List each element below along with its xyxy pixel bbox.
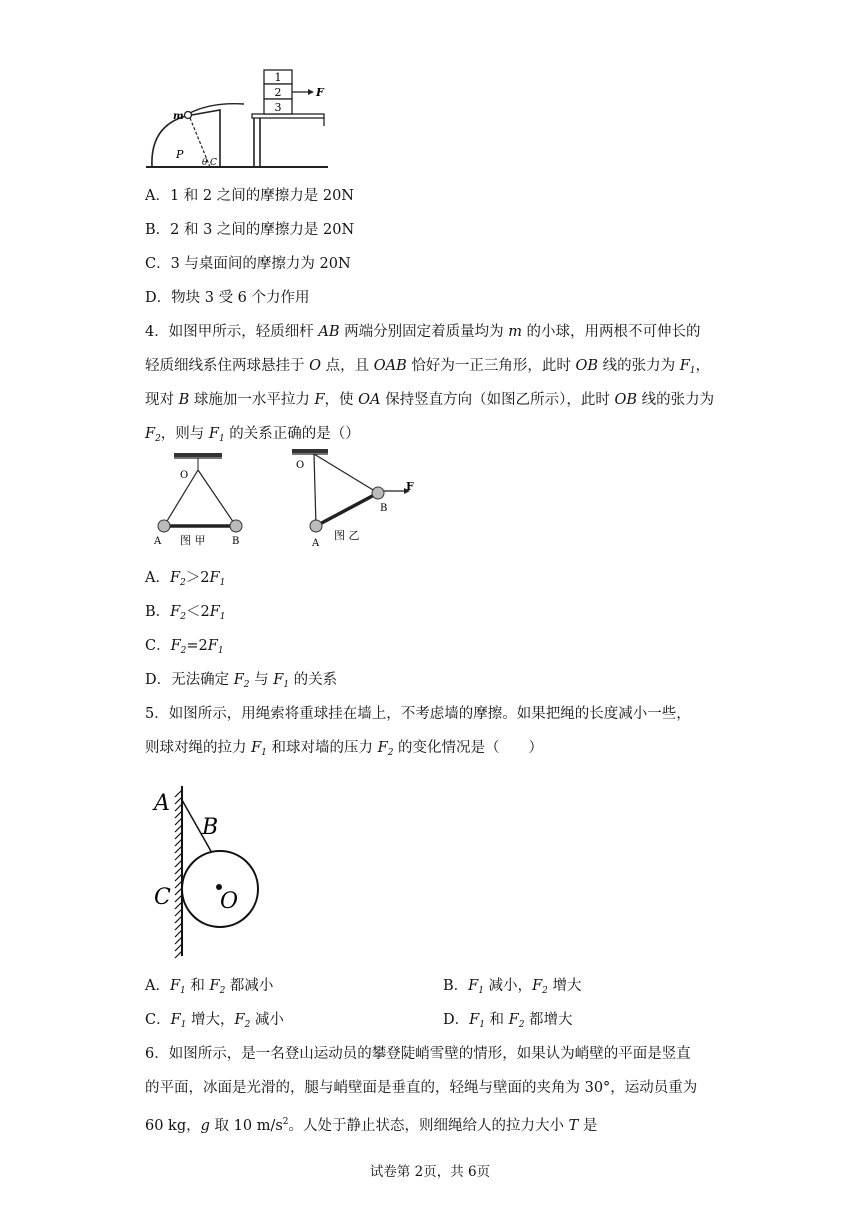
figure-blocks-on-table	[140, 64, 340, 176]
wall-hatch-line	[175, 909, 182, 916]
q3-option-d[interactable]: D．物块 3 受 6 个力作用	[145, 290, 310, 306]
q4-option-c[interactable]: C．$F_2=2F_1$	[145, 638, 224, 656]
jia-label-b: B	[232, 536, 240, 547]
jia-caption: 图 甲	[180, 534, 206, 547]
q6-stem-line-1: 6．如图所示，是一名登山运动员的攀登陡峭雪壁的情形，如果认为峭壁的平面是竖直	[145, 1046, 691, 1062]
q4-stem-line-3: 现对 B 球施加一水平拉力 F，使 OA 保持竖直方向（如图乙所示），此时 OB 线的张力为	[145, 392, 715, 408]
wall-hatch-line	[175, 916, 182, 923]
q3-option-b[interactable]: B．2 和 3 之间的摩擦力是 20N	[145, 222, 355, 238]
wall-hatch-line	[175, 937, 182, 944]
wall-hatch-line	[175, 846, 182, 853]
wall-hatch-line	[175, 811, 182, 818]
q5-option-c[interactable]: C．$F_1$ 增大，$F_2$ 减小	[145, 1012, 284, 1030]
wall-hatch-line	[175, 951, 182, 958]
mass-label: m	[173, 111, 184, 122]
wedge-label: P	[176, 148, 184, 161]
q4-option-a[interactable]: A．$F_2>2F_1$	[145, 570, 226, 588]
q5-option-a[interactable]: A．$F_1$ 和 $F_2$ 都减小	[145, 978, 274, 996]
label-a: A	[154, 791, 170, 816]
label-c: C	[154, 885, 171, 910]
theta-label: θ	[202, 158, 208, 168]
jia-label-o: O	[180, 470, 189, 481]
q4-stem-line-1: 4．如图甲所示，轻质细杆 AB 两端分别固定着质量均为 m 的小球，用两根不可伸长的	[145, 324, 701, 340]
q4-stem-line-4: $F_2$，则与 $F_1$ 的关系正确的是（）	[145, 426, 360, 444]
wall-hatch-line	[175, 839, 182, 846]
wall-hatch-line	[175, 832, 182, 839]
wall-hatch-line	[175, 874, 182, 881]
wall-hatch-line	[175, 790, 182, 797]
page-footer: 试卷第 2页，共 6页	[369, 1164, 491, 1180]
yi-label-b: B	[380, 503, 388, 514]
wall-hatch-line	[175, 804, 182, 811]
wall-hatch-line	[175, 825, 182, 832]
yi-caption: 图 乙	[334, 529, 360, 542]
label-o: O	[220, 889, 239, 914]
block-label-2: 2	[274, 86, 282, 99]
wall-hatch-line	[175, 944, 182, 951]
q4-option-b[interactable]: B．$F_2<2F_1$	[145, 604, 226, 622]
wall-hatch-line	[175, 867, 182, 874]
q5-stem-line-1: 5．如图所示，用绳索将重球挂在墙上，不考虑墙的摩擦。如果把绳的长度减小一些，	[145, 706, 691, 722]
wall-hatch-line	[175, 902, 182, 909]
wall-hatch-line	[175, 895, 182, 902]
q4-stem-line-2: 轻质细线系住两球悬挂于 O 点，且 OAB 恰好为一正三角形，此时 OB 线的张力为 $F_1$，	[145, 358, 711, 376]
figure-ball-on-wall	[148, 780, 278, 960]
label-b: B	[202, 815, 219, 840]
c-label: C	[210, 158, 217, 168]
wall-hatch-line	[175, 860, 182, 867]
wall-hatch-line	[175, 797, 182, 804]
wall-hatch-line	[175, 923, 182, 930]
wall-hatch-line	[175, 853, 182, 860]
q3-option-c[interactable]: C．3 与桌面间的摩擦力为 20N	[145, 256, 351, 272]
q5-option-d[interactable]: D．$F_1$ 和 $F_2$ 都增大	[443, 1012, 573, 1030]
q6-stem-line-2: 的平面，冰面是光滑的，腿与峭壁面是垂直的，轻绳与壁面的夹角为 30°，运动员重为	[145, 1080, 698, 1096]
yi-label-a: A	[312, 538, 320, 549]
force-label: F	[316, 86, 324, 99]
wall-hatch-line	[175, 930, 182, 937]
yi-label-f: F	[406, 480, 414, 493]
wall-hatch-line	[175, 881, 182, 888]
wall-hatch-line	[175, 888, 182, 895]
q3-option-a[interactable]: A．1 和 2 之间的摩擦力是 20N	[145, 188, 354, 204]
jia-label-a: A	[154, 536, 162, 547]
q6-stem-line-3: 60 kg，g 取 10 $m/s^2$。人处于静止状态，则细绳给人的拉力大小 T 是	[145, 1117, 598, 1134]
q4-option-d[interactable]: D．无法确定 $F_2$ 与 $F_1$ 的关系	[145, 672, 338, 690]
block-label-1: 1	[274, 71, 282, 84]
q5-option-b[interactable]: B．$F_1$ 减小，$F_2$ 增大	[443, 978, 582, 996]
q5-stem-line-2: 则球对绳的拉力 $F_1$ 和球对墙的压力 $F_2$ 的变化情况是（ ）	[145, 740, 544, 758]
yi-label-o: O	[296, 460, 305, 471]
wall-hatch-line	[175, 818, 182, 825]
figure-triangles	[148, 446, 428, 552]
block-label-3: 3	[274, 101, 282, 114]
